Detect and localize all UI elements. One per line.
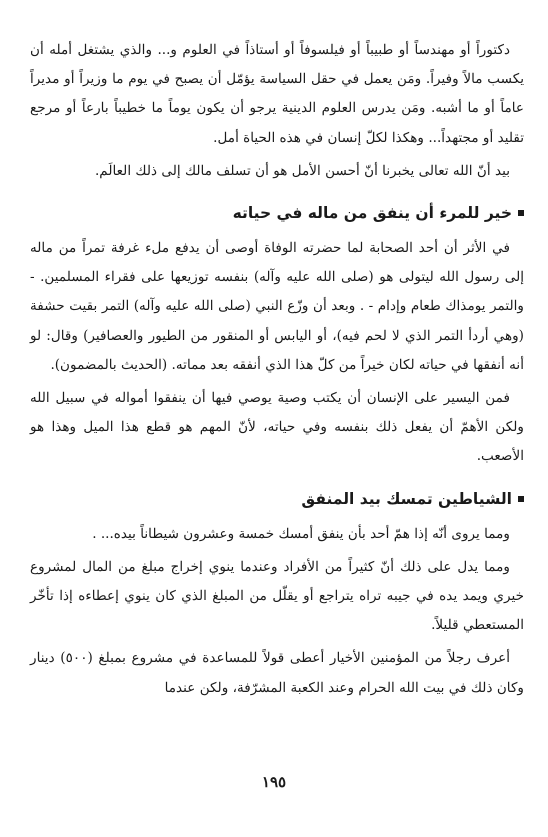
- paragraph-companion-story: في الأثر أن أحد الصحابة لما حضرته الوفاة أوصى أن يدفع ملء غرفة تمراً من ماله إلى رسول الله ليتولى هو (صلى الله عليه وآله) بنفسه توزيعها على فقراء المسلمين. - والتمر يومذاك طعام وإدام - . وبعد أن وزّع النبي (صلى الله عليه وآله) التمر بقيت حشفة (وهي أردأ التمر الذي لا لحم فيه)، أو اليابس أو المنقور من الطيور والعصافير) وقال: لو أنه أنفقها في حياته لكان خيراً من كلّ هذا الذي أنفقه بعد مماته. (الحديث بالمضمون).: [30, 240, 524, 373]
- section-heading-text: خير للمرء أن ينفق من ماله في حياته: [232, 204, 512, 223]
- paragraph-hesitation: ومما يدل على ذلك أنّ كثيراً من الأفراد وعندما ينوي إخراج مبلغ من المال لمشروع خيري ويمد يده في جيبه تراه يتراجع أو يقلّل من المبلغ الذي كان ينوي إعطاءه إذا تأخّر المستعطي قليلاً.: [30, 558, 524, 634]
- paragraph-believer-story: أعرف رجلاً من المؤمنين الأخيار أعطى قولاً للمساعدة في مشروع بمبلغ (٥٠٠) دينار وكان ذلك في بيت الله الحرام وعند الكعبة المشرّفة، ولكن عندما: [30, 650, 524, 696]
- bullet-square-icon: [518, 496, 524, 502]
- bullet-square-icon: [518, 210, 524, 216]
- page-body: [30, 36, 524, 707]
- paragraph-devils-narration: ومما يروى أنّه إذا همّ أحد بأن ينفق أمسك خمسة وعشرون شيطاناً بيده... .: [92, 525, 510, 542]
- page-number: ١٩٥: [261, 773, 287, 791]
- section-heading-devils: [30, 486, 524, 512]
- paragraph-will: فمن اليسير على الإنسان أن يكتب وصية يوصي فيها أن ينفقوا أمواله في سبيل الله ولكن الأهمّ أن يفعل ذلك بنفسه وفي حياته، لأنّ المهم هو قطع هذا الميل وهذا هو الأصعب.: [30, 390, 524, 465]
- paragraph-intro: دكتوراً أو مهندساً أو طبيباً أو فيلسوفاً أو أستاذاً في العلوم و... والذي يشتغل أمله أن يكسب مالاً وفيراً. ومَن يعمل في حقل السياسة يؤمّل أن يصبح في يوم ما وزيراً أو مديراً عاماً أو ما أشبه. ومَن يدرس العلوم الدينية يرجو أن يكون يوماً ما خطيباً بارعاً أو مرجع تقليد أو مجتهداً... وهكذا لكلّ إنسان في هذه الحياة أمل.: [30, 42, 524, 146]
- paragraph-best-hope: بيد أنّ الله تعالى يخبرنا أنّ أحسن الأمل هو أن تسلف مالك إلى ذلك العالَم.: [94, 162, 510, 179]
- section-heading-spend-in-life: [30, 200, 524, 226]
- section-heading-text: الشياطين تمسك بيد المنفق: [301, 489, 512, 508]
